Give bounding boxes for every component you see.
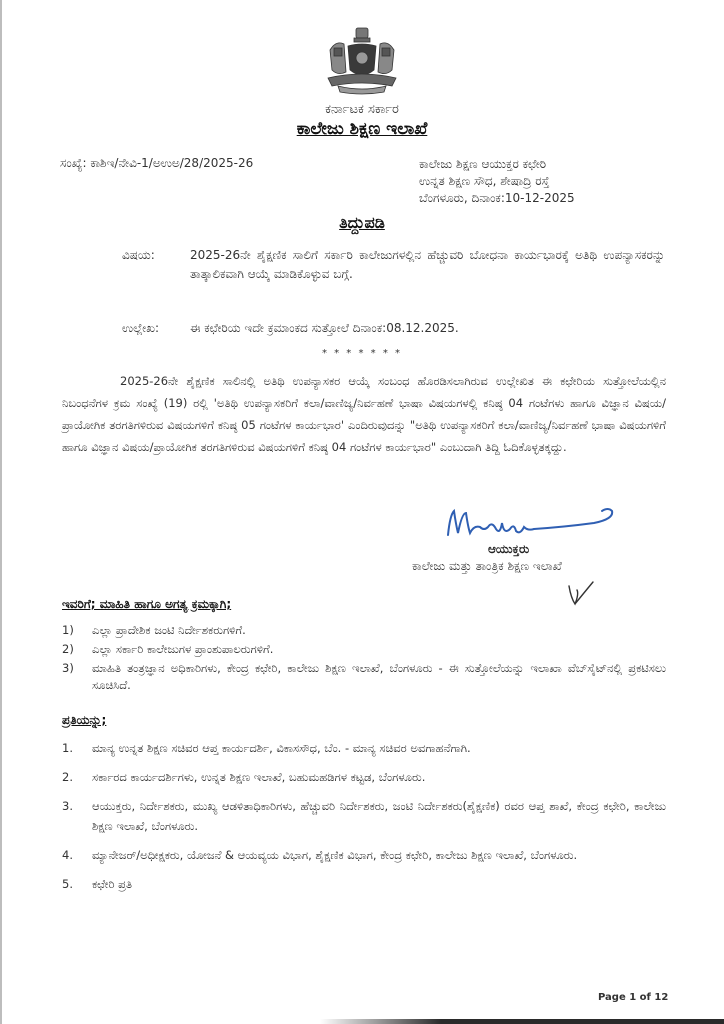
initials-mark: [565, 580, 595, 608]
item-number: 2): [62, 642, 74, 656]
list-item: [62, 622, 666, 639]
item-number: 1): [62, 623, 74, 637]
list-item: [62, 641, 666, 658]
item-text: ಸರ್ಕಾರದ ಕಾರ್ಯದರ್ಶಿಗಳು, ಉನ್ನತ ಶಿಕ್ಷಣ ಇಲಾಖೆ, ಬಹುಮಹಡಿಗಳ ಕಟ್ಟಡ, ಬೆಂಗಳೂರು.: [92, 770, 426, 784]
list-item: [62, 845, 666, 865]
reference-number: ಸಂಖ್ಯೆ: ಕಾಶಿಇ/ನೇವಿ-1/ಅಉಅ/28/2025-26: [60, 156, 254, 170]
page-number: Page 1 of 12: [598, 992, 669, 1003]
copies-heading: ಪ್ರತಿಯನ್ನು;: [62, 713, 107, 727]
list-item: [62, 738, 666, 758]
item-text: ಕಛೇರಿ ಪ್ರತಿ: [92, 877, 133, 891]
subject-label: ವಿಷಯ:: [122, 248, 155, 262]
signature-image: [444, 505, 624, 543]
item-number: 1.: [62, 741, 73, 755]
karnataka-emblem-icon: [318, 26, 406, 98]
office-line: ಉನ್ನತ ಶಿಕ್ಷಣ ಸೌಧ, ಶೇಷಾದ್ರಿ ರಸ್ತೆ: [419, 174, 550, 188]
item-text: ಎಲ್ಲಾ ಸರ್ಕಾರಿ ಕಾಲೇಜುಗಳ ಪ್ರಾಂಶುಪಾಲರುಗಳಿಗೆ.: [92, 642, 274, 656]
office-address: [419, 156, 575, 207]
issue-date: ಬೆಂಗಳೂರು, ದಿನಾಂಕ:10-12-2025: [419, 191, 575, 205]
government-name: ಕರ್ನಾಟಕ ಸರ್ಕಾರ: [325, 102, 399, 117]
reference-text: ಈ ಕಛೇರಿಯ ಇದೇ ಕ್ರಮಾಂಕದ ಸುತ್ತೋಲೆ ದಿನಾಂಕ:08.12.2025.: [190, 321, 459, 335]
item-number: 3): [62, 661, 74, 675]
item-text: ಮಾನ್ಯ ಉನ್ನತ ಶಿಕ್ಷಣ ಸಚಿವರ ಆಪ್ತ ಕಾರ್ಯದರ್ಶಿ, ವಿಕಾಸಸೌಧ, ಬೆಂ. - ಮಾನ್ಯ ಸಚಿವರ ಅವಗಾಹನೆಗಾಗಿ.: [92, 741, 471, 755]
item-number: 3.: [62, 799, 73, 813]
list-item: [62, 767, 666, 787]
list-item: [62, 796, 666, 836]
list-item: [62, 660, 666, 694]
item-text: ಎಲ್ಲಾ ಪ್ರಾದೇಶಿಕ ಜಂಟಿ ನಿರ್ದೇಶಕರುಗಳಿಗೆ.: [92, 623, 246, 637]
signer-title: ಆಯುಕ್ತರು: [488, 542, 530, 556]
item-text: ಆಯುಕ್ತರು, ನಿರ್ದೇಶಕರು, ಮುಖ್ಯ ಆಡಳಿತಾಧಿಕಾರಿಗಳು, ಹೆಚ್ಚುವರಿ ನಿರ್ದೇಶಕರು, ಜಂಟಿ ನಿರ್ದೇಶಕರು(ಶೈಕ್ಷಣಿಕ) ರವರ ಆಪ್ತ ಶಾಖೆ, ಕೇಂದ್ರ ಕಛೇರಿ, ಕಾಲೇಜು ಶಿಕ್ಷಣ ಇಲಾಖೆ, ಬೆಂಗಳೂರು.: [92, 799, 666, 833]
body-paragraph: 2025-26ನೇ ಶೈಕ್ಷಣಿಕ ಸಾಲಿನಲ್ಲಿ ಅತಿಥಿ ಉಪನ್ಯಾಸಕರ ಆಯ್ಕೆ ಸಂಬಂಧ ಹೊರಡಿಸಲಾಗಿರುವ ಉಲ್ಲೇಖಿತ ಈ ಕಛೇರಿಯ ಸುತ್ತೋಲೆಯಲ್ಲಿನ ನಿಬಂಧನೆಗಳ ಕ್ರಮ ಸಂಖ್ಯೆ (19) ರಲ್ಲಿ 'ಅತಿಥಿ ಉಪನ್ಯಾಸಕರಿಗೆ ಕಲಾ/ವಾಣಿಜ್ಯ/ನಿರ್ವಹಣೆ ಭಾಷಾ ವಿಷಯಗಳಲ್ಲಿ ಕನಿಷ್ಠ 04 ಗಂಟೆಗಳು ಹಾಗೂ ವಿಜ್ಞಾನ ವಿಷಯ/ಪ್ರಾಯೋಗಿಕ ತರಗತಿಗಳಿರುವ ವಿಷಯಗಳಿಗೆ ಕನಿಷ್ಠ 05 ಗಂಟೆಗಳ ಕಾರ್ಯಭಾರ' ಎಂದಿರುವುದನ್ನು "ಅತಿಥಿ ಉಪನ್ಯಾಸಕರಿಗೆ ಕಲಾ/ವಾಣಿಜ್ಯ/ನಿರ್ವಹಣೆ ಭಾಷಾ ವಿಷಯಗಳಿಗೆ ಹಾಗೂ ವಿಜ್ಞಾನ ವಿಷಯ/ಪ್ರಾಯೋಗಿಕ ತರಗತಿಗಳಿರುವ ವಿಷಯಗಳಿಗೆ ಕನಿಷ್ಠ 04 ಗಂಟೆಗಳ ಕಾರ್ಯಭಾರ" ಎಂಬುದಾಗಿ ತಿದ್ದಿ ಓದಿಕೊಳ್ಳತಕ್ಕದ್ದು.: [62, 374, 666, 454]
recipients-heading: ಇವರಿಗೆ; ಮಾಹಿತಿ ಹಾಗೂ ಅಗತ್ಯ ಕ್ರಮಕ್ಕಾಗಿ;: [62, 597, 232, 611]
item-text: ಮಾಹಿತಿ ತಂತ್ರಜ್ಞಾನ ಅಧಿಕಾರಿಗಳು, ಕೇಂದ್ರ ಕಛೇರಿ, ಕಾಲೇಜು ಶಿಕ್ಷಣ ಇಲಾಖೆ, ಬೆಂಗಳೂರು - ಈ ಸುತ್ತೋಲೆಯನ್ನು ಇಲಾಖಾ ವೆಬ್‌ಸೈಟ್‌ನಲ್ಲಿ ಪ್ರಕಟಿಸಲು ಸೂಚಿಸಿದೆ.: [92, 661, 666, 692]
subject-text: 2025-26ನೇ ಶೈಕ್ಷಣಿಕ ಸಾಲಿಗೆ ಸರ್ಕಾರಿ ಕಾಲೇಜುಗಳಲ್ಲಿನ ಹೆಚ್ಚುವರಿ ಬೋಧನಾ ಕಾರ್ಯಭಾರಕ್ಕೆ ಅತಿಥಿ ಉಪನ್ಯಾಸಕರನ್ನು ತಾತ್ಕಾಲಿಕವಾಗಿ ಆಯ್ಕೆ ಮಾಡಿಕೊಳ್ಳುವ ಬಗ್ಗೆ.: [190, 248, 665, 281]
office-line: ಕಾಲೇಜು ಶಿಕ್ಷಣ ಆಯುಕ್ತರ ಕಛೇರಿ: [419, 157, 547, 171]
department-name: ಕಾಲೇಜು ಶಿಕ್ಷಣ ಇಲಾಖೆ: [296, 119, 428, 139]
item-number: 2.: [62, 770, 73, 784]
item-number: 5.: [62, 877, 73, 891]
signer-department: ಕಾಲೇಜು ಮತ್ತು ತಾಂತ್ರಿಕ ಶಿಕ್ಷಣ ಇಲಾಖೆ: [412, 559, 562, 573]
list-item: [62, 874, 666, 894]
page-edge: [0, 0, 2, 1024]
scan-shadow: [320, 1019, 724, 1024]
item-text: ಮ್ಯಾನೇಜರ್/ಅಧೀಕ್ಷಕರು, ಯೋಜನೆ & ಆಯವ್ಯಯ ವಿಭಾಗ, ಶೈಕ್ಷಣಿಕ ವಿಭಾಗ, ಕೇಂದ್ರ ಕಛೇರಿ, ಕಾಲೇಜು ಶಿಕ್ಷಣ ಇಲಾಖೆ, ಬೆಂಗಳೂರು.: [92, 848, 578, 862]
separator: * * * * * * *: [321, 348, 403, 359]
item-number: 4.: [62, 848, 73, 862]
copies-list: [62, 738, 666, 903]
reference-label: ಉಲ್ಲೇಖ:: [122, 321, 160, 335]
recipients-list: [62, 622, 666, 696]
document-title: ತಿದ್ದುಪಡಿ: [339, 213, 385, 232]
